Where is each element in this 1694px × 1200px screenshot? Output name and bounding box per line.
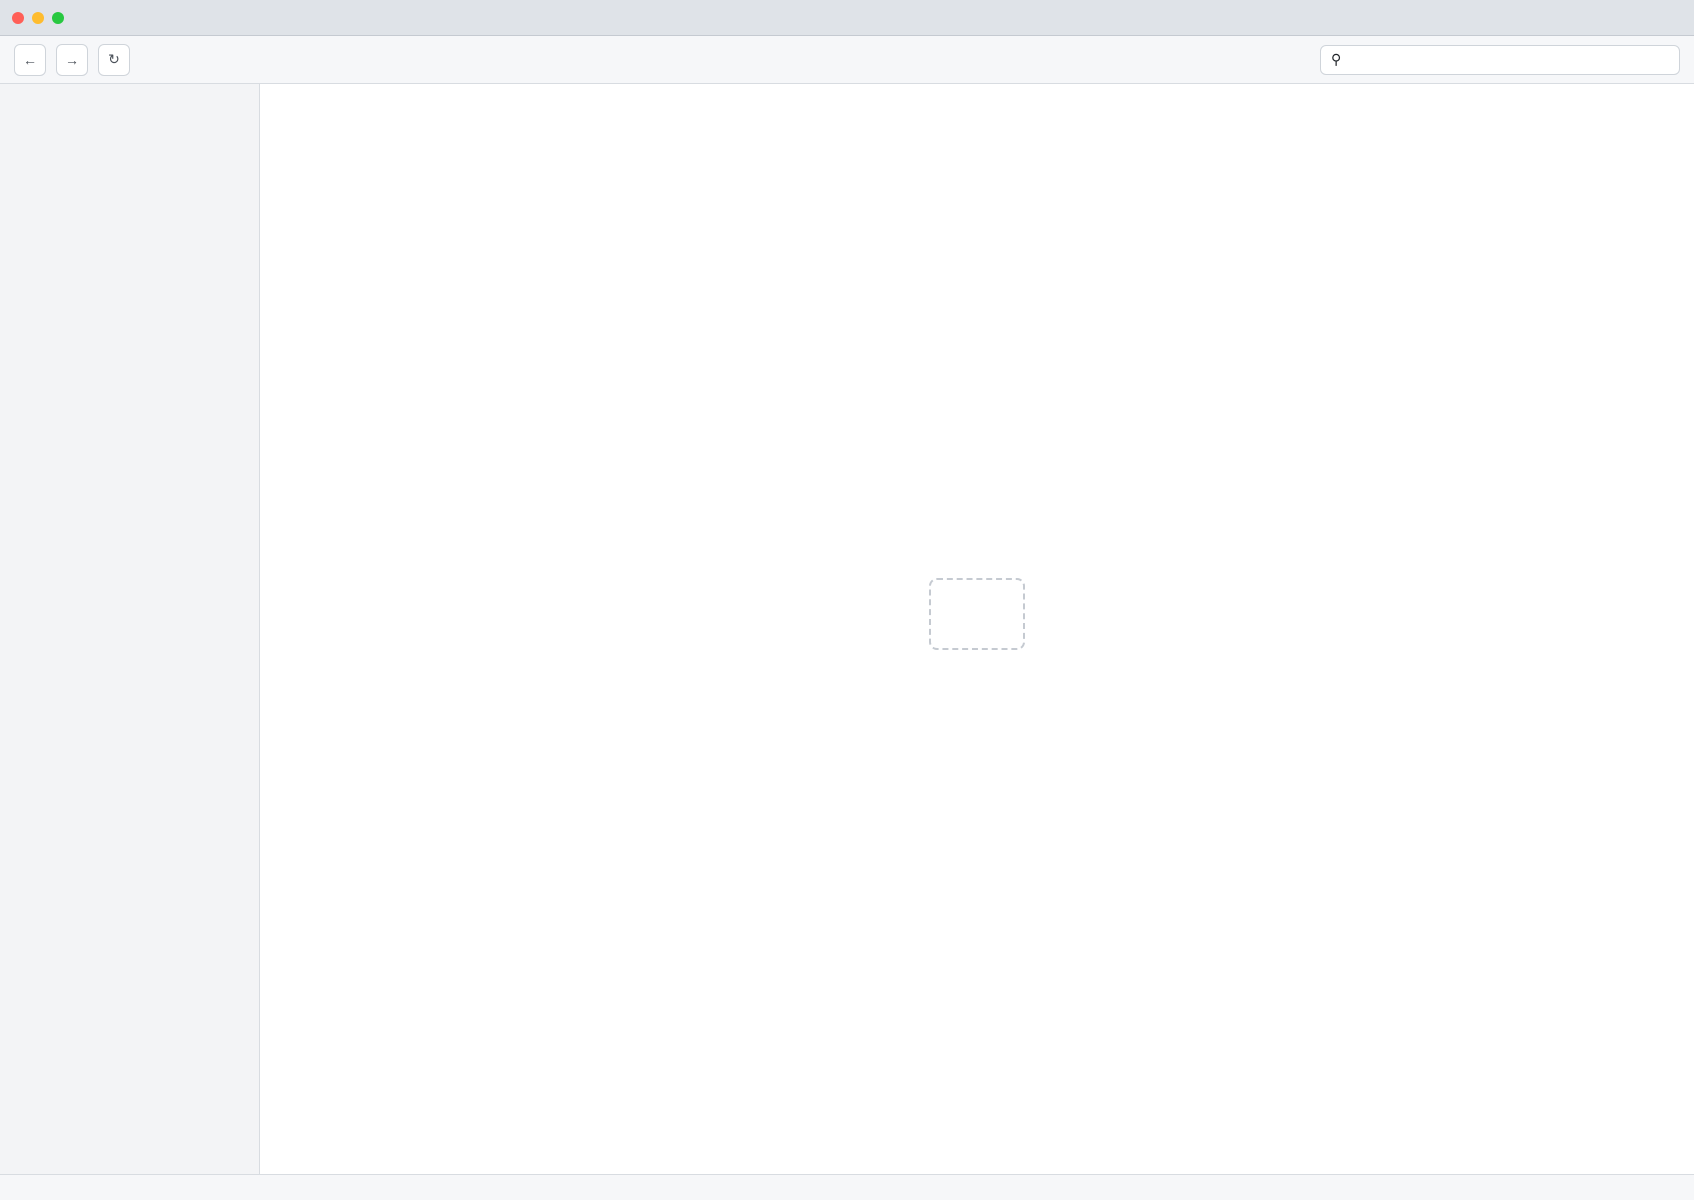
window-controls: [12, 12, 64, 24]
main-panel: [260, 84, 1694, 1174]
back-button[interactable]: [14, 44, 46, 76]
search-box[interactable]: [1320, 45, 1680, 75]
search-input[interactable]: [1349, 52, 1669, 67]
close-window-button[interactable]: [12, 12, 24, 24]
forward-button[interactable]: [56, 44, 88, 76]
refresh-button[interactable]: [98, 44, 130, 76]
search-icon: ⚲: [1331, 51, 1342, 67]
empty-state: [929, 578, 1025, 680]
image-placeholder-icon: [929, 578, 1025, 650]
sidebar: [0, 84, 260, 1174]
arrow-left-icon: ←: [23, 51, 37, 68]
status-bar: [0, 1174, 1694, 1200]
maximize-window-button[interactable]: [52, 12, 64, 24]
toolbar: [0, 36, 1694, 84]
refresh-icon: ↻: [108, 51, 120, 67]
content-area: [0, 84, 1694, 1174]
arrow-right-icon: →: [65, 51, 79, 68]
minimize-window-button[interactable]: [32, 12, 44, 24]
title-bar: [0, 0, 1694, 36]
